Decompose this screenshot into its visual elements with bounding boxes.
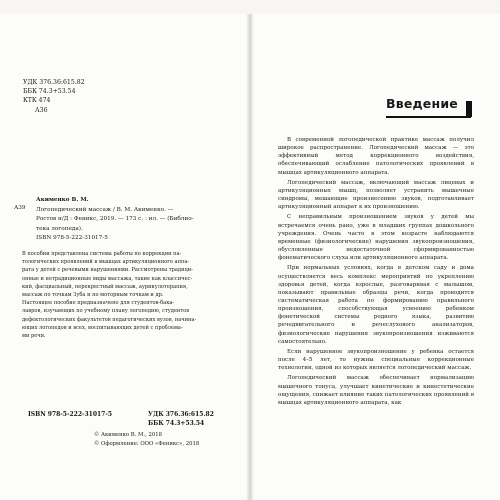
abstract-line: ми речи. (22, 333, 46, 339)
copyright-line: © Оформление: ООО «Феникс», 2018 (94, 440, 200, 447)
heading-underline (386, 116, 471, 118)
book-gutter (246, 14, 254, 500)
chapter-heading: Введение (386, 96, 458, 111)
catalog-abstract (14, 250, 236, 340)
copyright-line: © Акименко В. М., 2018 (94, 432, 163, 438)
copyright-notices (94, 431, 199, 448)
catalog-isbn: ISBN 978-5-222-31017-5 (36, 235, 108, 242)
body-paragraph: В современной логопедической практике массаж получил широкое распространение. Логопедический массаж — это эффективный метод коррекционного воздействия, обеспечивающий ослабление патологических проявлений в мышцах артикуляционного аппарата. (278, 137, 474, 176)
abstract-line: массаж по точкам Зуба и по моторным точкам и др. (22, 291, 164, 298)
abstract-line: В пособии представлена система работы по коррекции па- (22, 250, 182, 257)
body-paragraph: Логопедический массаж, включающий массаж лицевых и артикуляционных мышц, позволяет устранить мышечные синдромы, мешающие произнесению звуков, подготавливает артикуляционный аппарат к их произношению. (278, 179, 474, 211)
bbk-code: ББК 74.3+53.54 (23, 88, 76, 96)
abstract-line: дефектологических факультетов педагогических вузов, начина- (22, 316, 197, 323)
udk-code: УДК 376.36:615.82 (23, 79, 85, 86)
bottom-udk: УДК 376.36:615.82 (148, 411, 214, 418)
catalog-line: тека логопеда). (36, 225, 83, 232)
catalog-line: Ростов н/Д : Феникс, 2019. — 173 с. : ил. — (Библио- (36, 216, 194, 223)
catalog-line: Логопедический массаж / В. М. Акименко. — (36, 206, 174, 213)
body-paragraph: С неправильным произношением звуков у детей мы встречаемся очень рано, уже в младших группах дошкольного учреждения. Очень часто в этом возрасте наблюдаются временные (физиологические) нарушения звукопроизношения, обусловленные недостаточной сформированностью фонематического слуха или артикуляционного аппарата. (278, 214, 474, 262)
abstract-line: лавров, изучающих по учебному плану логопедию, студентов (22, 308, 190, 315)
ktk-code: КТК 474 (23, 97, 51, 105)
abstract-line: рата у детей с речевыми нарушениями. Рассмотрены традици- (22, 267, 193, 274)
body-paragraph: При нормальных условиях, когда в детском саду и дома осуществляется весь комплекс мероприятий по укреплению здоровья детей, когда взрослые, разговаривая с малышом, показывают правильные образцы речи, когда проводится систематическая работа по формированию правильного произношения, способствующая усвоению ребенком фонетической системы родного языка, развитию речедвигательного и речеслухового анализаторов, физиологические нарушения звукопроизношения изживаются самостоятельно. (278, 265, 474, 345)
abstract-line: тологических проявлений в мышцах артикуляционного аппа- (22, 259, 190, 266)
author-mark: А36 (35, 106, 48, 114)
heading-bar-decoration (466, 101, 472, 117)
abstract-line: Настоящее пособие предназначено для студентов-бака- (22, 300, 175, 307)
chapter-body (278, 136, 474, 409)
body-paragraph: Если нарушенное звукопроизношение у ребенка остается после 4–5 лет, то нужны специальные коррекционные технологии, одной из которых является логопедический массаж. (278, 348, 474, 372)
bottom-bbk: ББК 74.3+53.54 (148, 420, 205, 427)
catalog-record (14, 196, 236, 340)
abstract-line: кий, фасциальный, перекрестный массаж, аурикулотерапия, (22, 283, 188, 290)
catalog-author: Акименко В. М. (36, 197, 89, 203)
abstract-line: онные и нетрадиционные виды массажа, такие как классичес- (22, 275, 193, 282)
body-paragraph: Логопедический массаж обеспечивает нормализацию мышечного тонуса, улучшает кинетические и кинестетические ощущения, снижает влияние таких патологических проявлений в мышцах артикуляционного аппарата, как (278, 375, 474, 406)
catalog-code: А39 (14, 205, 26, 211)
classification-codes (23, 78, 143, 115)
abstract-line: ющих логопедов и всех, воспитывающих детей с проблема- (22, 324, 183, 331)
bottom-isbn: ISBN 978-5-222-31017-5 (28, 411, 113, 418)
catalog-body (36, 196, 236, 244)
